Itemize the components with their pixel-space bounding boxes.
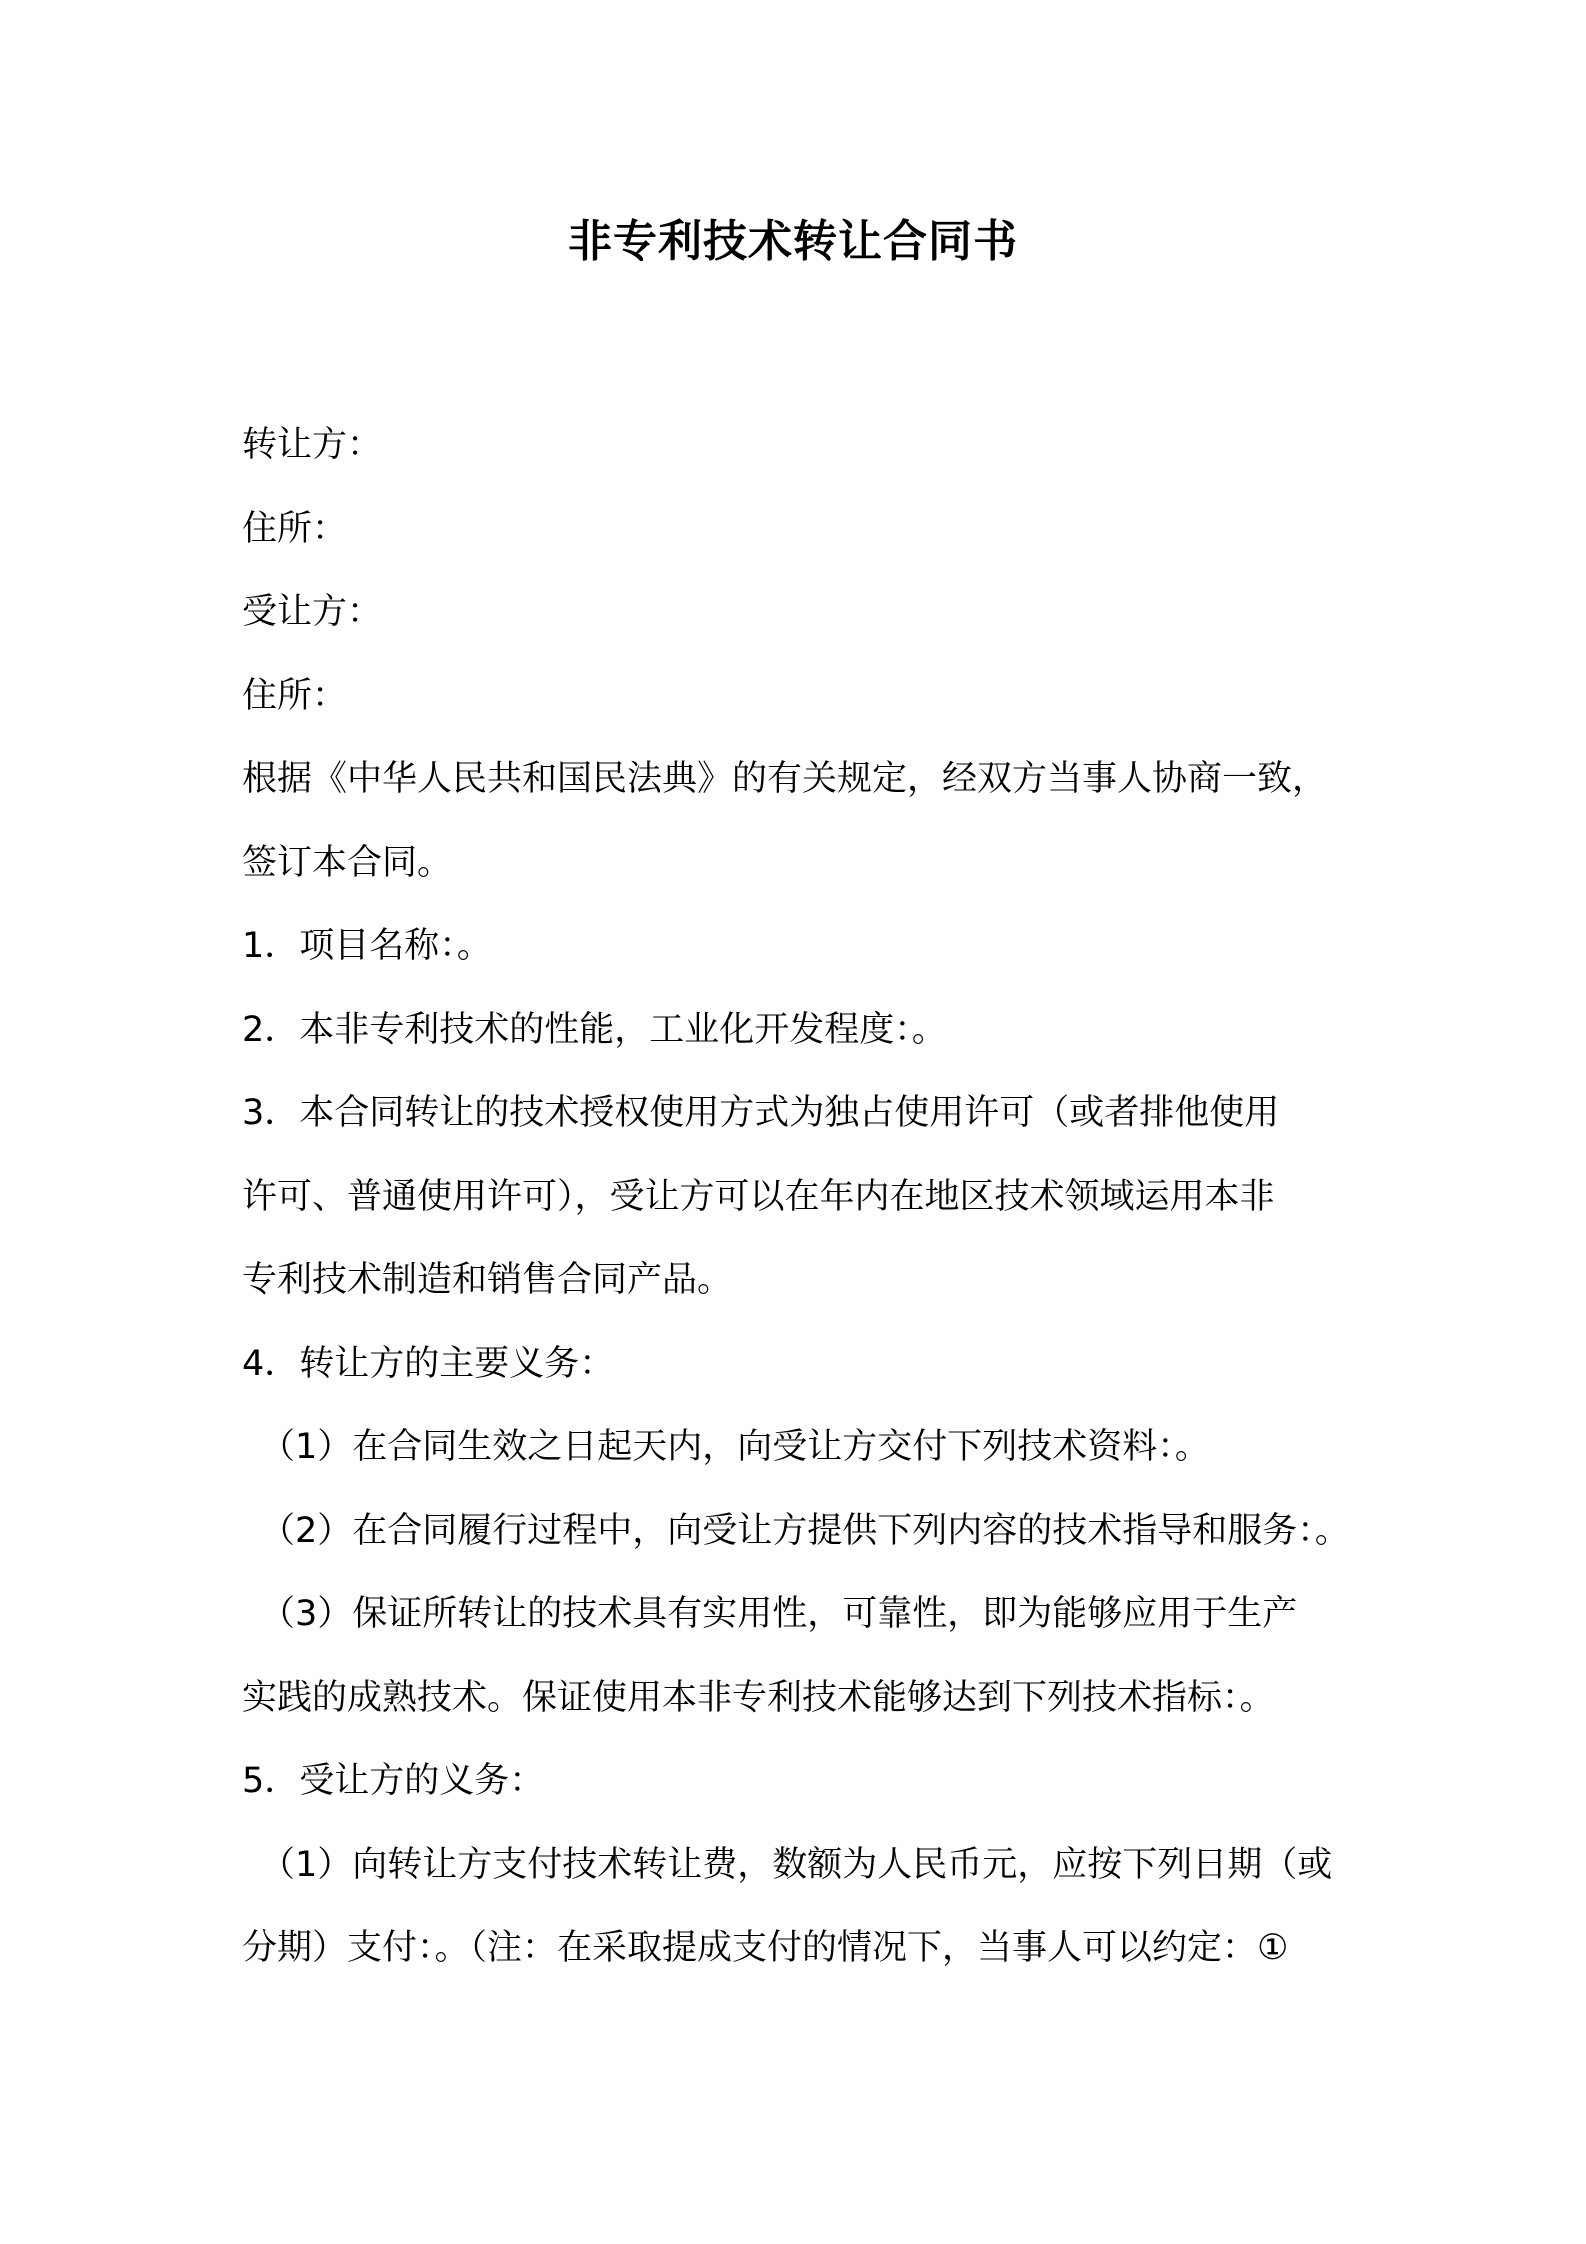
document-title: 非专利技术转让合同书 (568, 216, 1018, 267)
clause-1-project-name: 1．项目名称：。 (242, 926, 492, 966)
clause-4-item-2: （2）在合同履行过程中，向受让方提供下列内容的技术指导和服务：。 (260, 1510, 1350, 1551)
transferor-address-label: 住所： (242, 508, 348, 549)
transferor-label: 转让方： (242, 425, 383, 465)
transferee-address-label: 住所： (242, 675, 348, 716)
clause-4-item-3-line-1: （3）保证所转让的技术具有实用性，可靠性，即为能够应用于生产 (260, 1594, 1298, 1634)
clause-5-heading: 5．受让方的义务： (242, 1761, 545, 1801)
clause-3-line-2: 许可、普通使用许可），受让方可以在年内在地区技术领域运用本非 (242, 1176, 1275, 1217)
clause-2-performance: 2．本非专利技术的性能，工业化开发程度：。 (242, 1009, 947, 1050)
clause-3-line-1: 3．本合同转让的技术授权使用方式为独占使用许可（或者排他使用 (242, 1093, 1280, 1133)
clause-5-item-1-line-1: （1）向转让方支付技术转让费，数额为人民币元，应按下列日期（或 (260, 1844, 1333, 1885)
preamble-line-2: 签订本合同。 (242, 842, 453, 883)
clause-4-item-1: （1）在合同生效之日起天内，向受让方交付下列技术资料：。 (260, 1427, 1210, 1467)
clause-5-item-1-line-2: 分期）支付：。（注：在采取提成支付的情况下，当事人可以约定：① (242, 1928, 1289, 1968)
document-body (242, 404, 1360, 1991)
clause-3-line-3: 专利技术制造和销售合同产品。 (242, 1260, 733, 1300)
clause-4-heading: 4．转让方的主要义务： (242, 1343, 615, 1384)
clause-4-item-3-line-2: 实践的成熟技术。保证使用本非专利技术能够达到下列技术指标：。 (242, 1677, 1275, 1718)
transferee-label: 受让方： (242, 592, 383, 632)
preamble-line-1: 根据《中华人民共和国民法典》的有关规定，经双方当事人协商一致， (242, 759, 1328, 799)
